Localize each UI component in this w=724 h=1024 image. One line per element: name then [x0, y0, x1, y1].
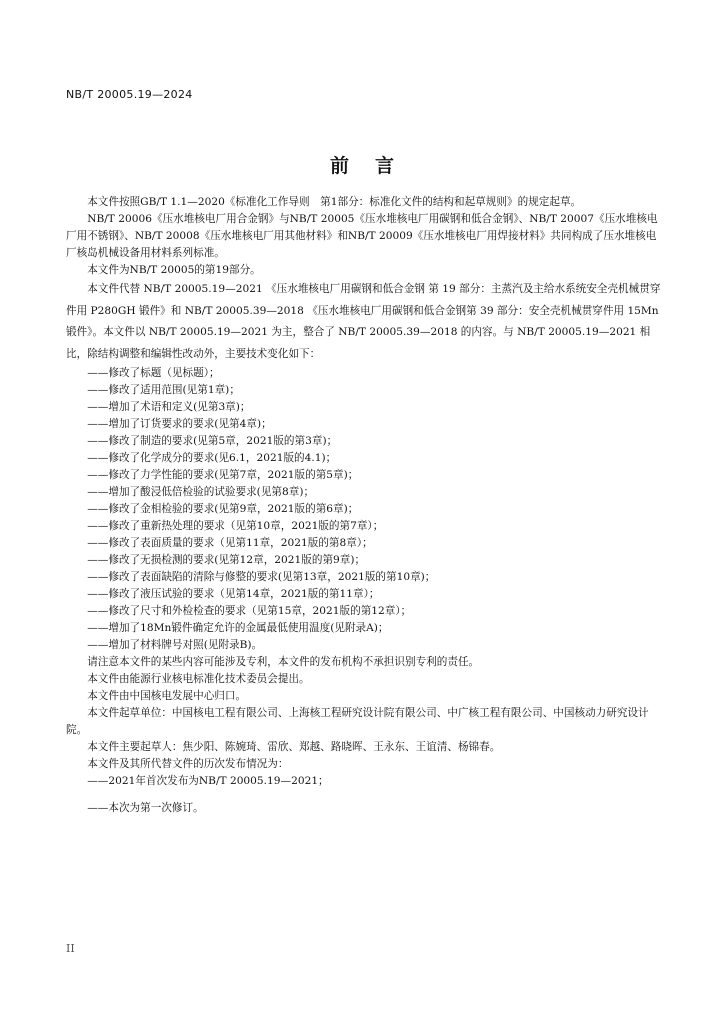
page-title: 前言	[329, 155, 420, 177]
page-number: II	[66, 942, 75, 955]
paragraph-managed-by: 本文件由中国核电发展中心归口。	[87, 690, 247, 702]
paragraph-patent-notice: 请注意本文件的某些内容可能涉及专利，本文件的发布机构不承担识别专利的责任。	[87, 656, 480, 668]
list-item: —— 增加了材料牌号对照(见附录B)。	[66, 637, 662, 654]
list-item: —— 修改了适用范围(见第1章)；	[66, 382, 662, 399]
list-item: —— 增加了酸浸低倍检验的试验要求(见第8章)；	[66, 484, 662, 501]
list-item: —— 增加了术语和定义(见第3章)；	[66, 399, 662, 416]
list-item: —— 修改了制造的要求(见第5章，2021版的第3章)；	[66, 433, 662, 450]
list-item: —— 修改了重新热处理的要求（见第10章，2021版的第7章）；	[66, 518, 662, 535]
paragraph-part: 本文件为NB/T 20005的第19部分。	[87, 264, 261, 276]
list-item: —— 修改了液压试验的要求（见第14章，2021版的第11章）；	[66, 586, 662, 603]
list-item: —— 修改了标题（见标题）；	[66, 365, 662, 382]
standard-number: NB/T 20005.19—2024	[66, 88, 193, 101]
changes-list	[66, 365, 662, 654]
list-item: —— 2021年首次发布为NB/T 20005.19—2021；	[66, 773, 662, 790]
paragraph-replaces: 本文件代替 NB/T 20005.19—2021 《压水堆核电厂用碳钢和低合金钢 第 19 部分：主蒸汽及主给水系统安全壳机械贯穿件用 P280GH 锻件》和 NB/T 20005.39—2018 《压水堆核电厂用碳钢和低合金钢第 39 部分：安全壳机械贯穿件用 15Mn 锻件》。本文件以 NB/T 20005.19—2021 为主，整合了 NB/T 20005.39—2018 的内容。与 NB/T 20005.19—2021 相比，除结构调整和编辑性改动外，主要技术变化如下：	[66, 283, 661, 360]
list-item: —— 修改了表面质量的要求（见第11章，2021版的第8章）；	[66, 535, 662, 552]
list-item: —— 修改了表面缺陷的清除与修整的要求(见第13章，2021版的第10章)；	[66, 569, 662, 586]
paragraph-proposed-by: 本文件由能源行业核电标准化技术委员会提出。	[87, 673, 310, 685]
history-list	[66, 773, 662, 817]
list-item: —— 修改了尺寸和外检检查的要求（见第15章，2021版的第12章）；	[66, 603, 662, 620]
paragraph-drafting-rules: 本文件按照GB/T 1.1—2020《标准化工作导则 第1部分：标准化文件的结构和起草规则》的规定起草。	[87, 196, 582, 208]
paragraph-series: NB/T 20006《压水堆核电厂用合金钢》与NB/T 20005《压水堆核电厂用碳钢和低合金钢》、NB/T 20007《压水堆核电厂用不锈钢》、NB/T 20008《压水堆核电厂用其他材料》和NB/T 20009《压水堆核电厂用焊接材料》共同构成了压水堆核电厂核岛机械设备用材料系列标准。	[66, 213, 658, 259]
list-item: —— 修改了力学性能的要求(见第7章，2021版的第5章)；	[66, 467, 662, 484]
list-item: —— 修改了金相检验的要求(见第9章，2021版的第6章)；	[66, 501, 662, 518]
paragraph-history-intro: 本文件及其所代替文件的历次发布情况为：	[87, 758, 289, 770]
paragraph-drafting-units: 本文件起草单位：中国核电工程有限公司、上海核工程研究设计院有限公司、中广核工程有限公司、中国核动力研究设计院。	[66, 707, 649, 736]
list-item: —— 修改了无损检测的要求(见第12章，2021版的第9章)；	[66, 552, 662, 569]
document-body	[66, 194, 662, 817]
list-item: —— 本次为第一次修订。	[66, 800, 662, 817]
list-item: —— 修改了化学成分的要求(见6.1，2021版的4.1)；	[66, 450, 662, 467]
list-item: —— 增加了订货要求的要求(见第4章)；	[66, 416, 662, 433]
list-item: —— 增加了18Mn锻件确定允许的金属最低使用温度(见附录A)；	[66, 620, 662, 637]
paragraph-drafters: 本文件主要起草人：焦少阳、陈婉琦、雷欣、郑越、路晓晖、王永东、王谊清、杨锦春。	[87, 741, 501, 753]
